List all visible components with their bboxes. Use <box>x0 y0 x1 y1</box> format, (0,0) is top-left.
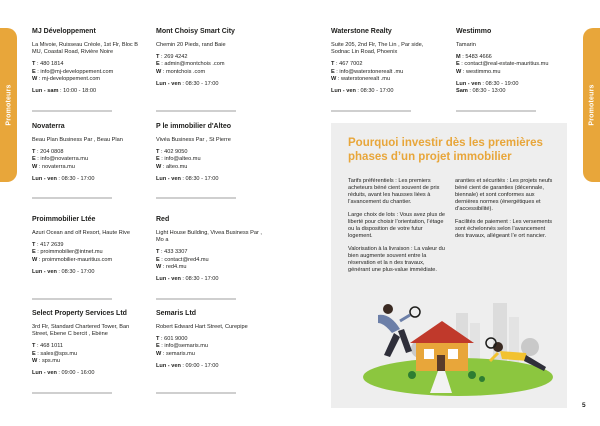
listing-card <box>32 215 144 276</box>
company-name: MJ Développement <box>32 28 96 35</box>
benefit-paragraph: Valorisation à la livraison : La valeur du bien augmente souvent entre la réservation et la n des travaux, générant une plus-value immédiate. <box>348 246 445 273</box>
company-address: Chemin 20 Pieds, rand Baie <box>156 42 226 48</box>
phone-value: 5483 4666 <box>465 54 492 61</box>
website-value: montchois .com <box>165 68 206 75</box>
email-line[interactable]: E : info@mj-developpement.com <box>32 68 114 75</box>
email-line[interactable]: E : info@waterstonerealt .mu <box>331 68 404 75</box>
website-value: proimmobilier-mauritius.com <box>41 256 113 263</box>
email-line[interactable]: E : contact@real-estate-mauritius.mu <box>456 61 549 68</box>
card-divider <box>32 197 112 199</box>
info-panel <box>331 123 567 408</box>
website-value: alteo.mu <box>165 163 188 170</box>
bush-icon <box>408 371 416 379</box>
website-value: waterstonerealt .mu <box>340 75 391 82</box>
email-line[interactable]: E : admin@montchois .com <box>156 61 225 68</box>
email-value: info@waterstonerealt .mu <box>339 68 404 75</box>
website-value: novaterra.mu <box>41 163 75 170</box>
house-window <box>424 349 434 359</box>
company-name: Red <box>156 216 170 223</box>
company-address: Beau Plan Business Par , Beau Plan <box>32 137 123 143</box>
person-torso <box>378 315 400 333</box>
listing-card <box>32 122 144 183</box>
phone-value: 433 3307 <box>164 249 188 256</box>
website-line[interactable]: W : proimmobilier-mauritius.com <box>32 256 113 263</box>
phone-value: 468 1011 <box>40 343 64 350</box>
opening-hours: Lun - ven : 08:30 - 17:00 <box>156 276 219 283</box>
opening-hours: Lun - ven : 08:30 - 17:00 <box>32 268 95 275</box>
website-value: mj-developpement.com <box>41 75 101 82</box>
bush-icon <box>479 376 485 382</box>
panel-title: Pourquoi investir dès les premières phases d’un projet immobilier <box>348 137 543 163</box>
company-name: Novaterra <box>32 123 65 130</box>
person-leg <box>384 333 400 357</box>
phone-value: 269 4242 <box>164 54 188 61</box>
section-tab-right <box>583 28 600 182</box>
listing-card <box>32 27 144 95</box>
person-leg <box>398 329 412 353</box>
card-divider <box>32 298 112 300</box>
email-value: proimmobilier@intnet.mu <box>40 249 103 256</box>
website-value: red4.mu <box>165 263 187 270</box>
company-address: Robert Edward Hart Street, Curepipe <box>156 324 248 330</box>
section-tab-left <box>0 28 17 182</box>
house-window <box>448 349 458 359</box>
opening-hours: Lun - ven : 08:30 - 17:00 <box>331 88 394 95</box>
panel-right-column <box>455 178 553 246</box>
magnifier-icon <box>410 307 420 317</box>
phone-value: 467 7002 <box>339 61 363 68</box>
opening-hours: Lun - ven : 08:30 - 17:00 <box>156 175 219 182</box>
house-door <box>437 355 445 371</box>
website-line[interactable]: W : red4.mu <box>156 263 187 270</box>
website-line[interactable]: W : montchois .com <box>156 68 206 75</box>
company-name: Proimmobilier Ltée <box>32 216 96 223</box>
card-divider <box>32 392 112 394</box>
opening-hours: Lun - ven : 08:30 - 17:00 <box>156 80 219 87</box>
website-line[interactable]: W : waterstonerealt .mu <box>331 75 391 82</box>
website-line[interactable]: W : alteo.mu <box>156 163 188 170</box>
phone-value: 402 9050 <box>164 149 188 156</box>
company-address: Azuri Ocean and olf Resort, Haute Rive <box>32 230 130 236</box>
card-divider <box>32 110 112 112</box>
bush-icon <box>468 371 476 379</box>
company-name: P le immobilier d'Alteo <box>156 123 232 130</box>
opening-hours: Lun - ven : 09:00 - 16:00 <box>32 370 95 377</box>
email-line[interactable]: E : info@novaterra.mu <box>32 156 89 163</box>
phone-line: T : 269 4242 <box>156 54 188 61</box>
opening-hours: Lun - sam : 10:00 - 18:00 <box>32 88 97 95</box>
company-address: La Mivoie, Ruisseau Créole, 1st Flr, Bloc B MU, Coastal Road, Rivière Noire <box>32 42 139 56</box>
opening-hours-saturday: Sam : 08:30 - 13:00 <box>456 88 506 95</box>
phone-line: T : 417 2639 <box>32 242 64 249</box>
listing-card <box>156 215 268 283</box>
website-value: sps.mu <box>41 357 60 364</box>
panel-left-column <box>348 178 446 280</box>
benefit-paragraph: Large choix de lots : Vous avez plus de liberté pour choisir l’orientation, l’étage ou la disposition de votre futur logement. <box>348 212 446 239</box>
section-tab-label: Promoteurs <box>5 84 12 126</box>
company-name: Waterstone Realty <box>331 28 392 35</box>
company-address: 3rd Flr, Standard Chartered Tower, Ban Street, Ebene C bercit , Ebène <box>32 324 130 338</box>
company-address: Vivéa Business Par , St Pierre <box>156 137 231 143</box>
website-value: semaris.mu <box>165 350 195 357</box>
section-tab-label: Promoteurs <box>588 84 595 126</box>
listing-card <box>156 27 268 88</box>
company-name: Westimmo <box>456 28 492 35</box>
email-value: info@mj-developpement.com <box>40 68 114 75</box>
person-head <box>383 304 393 314</box>
email-value: contact@red4.mu <box>164 256 209 263</box>
card-divider <box>156 392 236 394</box>
email-line[interactable]: E : contact@red4.mu <box>156 256 209 263</box>
card-divider <box>156 298 236 300</box>
website-line[interactable]: W : westimmo.mu <box>456 68 501 75</box>
phone-value: 601 9000 <box>164 336 188 343</box>
phone-value: 417 2639 <box>40 242 64 249</box>
card-divider <box>456 110 536 112</box>
company-address: Suite 205, 2nd Flr, The Lin , Par side, Sodnac Lin Road, Phoenix <box>331 42 424 56</box>
phone-value: 204 0808 <box>40 149 64 156</box>
benefit-paragraph: Tarifs préférentiels : Les premiers acheteurs béné cient souvent de prix réduits, avant les hausses liées à l’avancement du chantier. <box>348 178 440 205</box>
opening-hours: Lun - ven : 08:30 - 19:00 <box>456 80 519 87</box>
company-address: Light House Building, Vivea Business Par , Mo a <box>156 230 262 244</box>
listing-card <box>156 122 268 183</box>
card-divider <box>156 197 236 199</box>
email-value: info@novaterra.mu <box>40 156 89 163</box>
opening-hours: Lun - ven : 08:30 - 17:00 <box>32 175 95 182</box>
benefit-paragraph: Facilités de paiement : Les versements sont échelonnés selon l’avancement des travaux, allégeant l’e ort nancier. <box>455 219 553 239</box>
listing-card <box>456 27 568 95</box>
house-inspection-illustration <box>348 293 553 403</box>
phone-line: T : 402 9050 <box>156 149 188 156</box>
website-line[interactable]: W : mj-developpement.com <box>32 75 101 82</box>
phone-line: T : 601 9000 <box>156 336 188 343</box>
card-divider <box>331 110 411 112</box>
website-line[interactable]: W : novaterra.mu <box>32 163 75 170</box>
website-line[interactable]: W : semaris.mu <box>156 350 195 357</box>
email-line[interactable]: E : info@semaris.mu <box>156 343 209 350</box>
company-address: Tamarin <box>456 42 476 48</box>
phone-line: T : 468 1011 <box>32 343 64 350</box>
company-name: Mont Choisy Smart City <box>156 28 235 35</box>
card-divider <box>156 110 236 112</box>
company-name: Semaris Ltd <box>156 310 197 317</box>
phone-line: T : 467 7002 <box>331 61 363 68</box>
email-value: info@semaris.mu <box>164 343 209 350</box>
benefit-paragraph: aranties et sécurités : Les projets neufs béné cient de garanties (décennale, biennale) et sont conformes aux dernières normes (énergétiques et d’accessibilité). <box>455 178 553 212</box>
email-value: admin@montchois .com <box>164 61 225 68</box>
email-value: contact@real-estate-mauritius.mu <box>464 61 549 68</box>
phone-value: 480 1814 <box>40 61 64 68</box>
email-line[interactable]: E : proimmobilier@intnet.mu <box>32 249 103 256</box>
listing-card <box>32 309 144 377</box>
website-line[interactable]: W : sps.mu <box>32 357 60 364</box>
phone-line: T : 480 1814 <box>32 61 64 68</box>
mobile-line: M : 5483 4666 <box>456 54 492 61</box>
company-name: Select Property Services Ltd <box>32 310 127 317</box>
website-value: westimmo.mu <box>465 68 501 75</box>
email-line[interactable]: E : sales@sps.mu <box>32 350 78 357</box>
listing-card <box>156 309 268 370</box>
phone-line: T : 433 3307 <box>156 249 188 256</box>
opening-hours: Lun - ven : 09:00 - 17:00 <box>156 362 219 369</box>
person-arm <box>400 315 410 321</box>
email-line[interactable]: E : info@alteo.mu <box>156 156 201 163</box>
listing-card <box>331 27 443 95</box>
email-value: info@alteo.mu <box>164 156 201 163</box>
email-value: sales@sps.mu <box>40 350 78 357</box>
page-number: 5 <box>582 402 586 409</box>
phone-line: T : 204 0808 <box>32 149 64 156</box>
